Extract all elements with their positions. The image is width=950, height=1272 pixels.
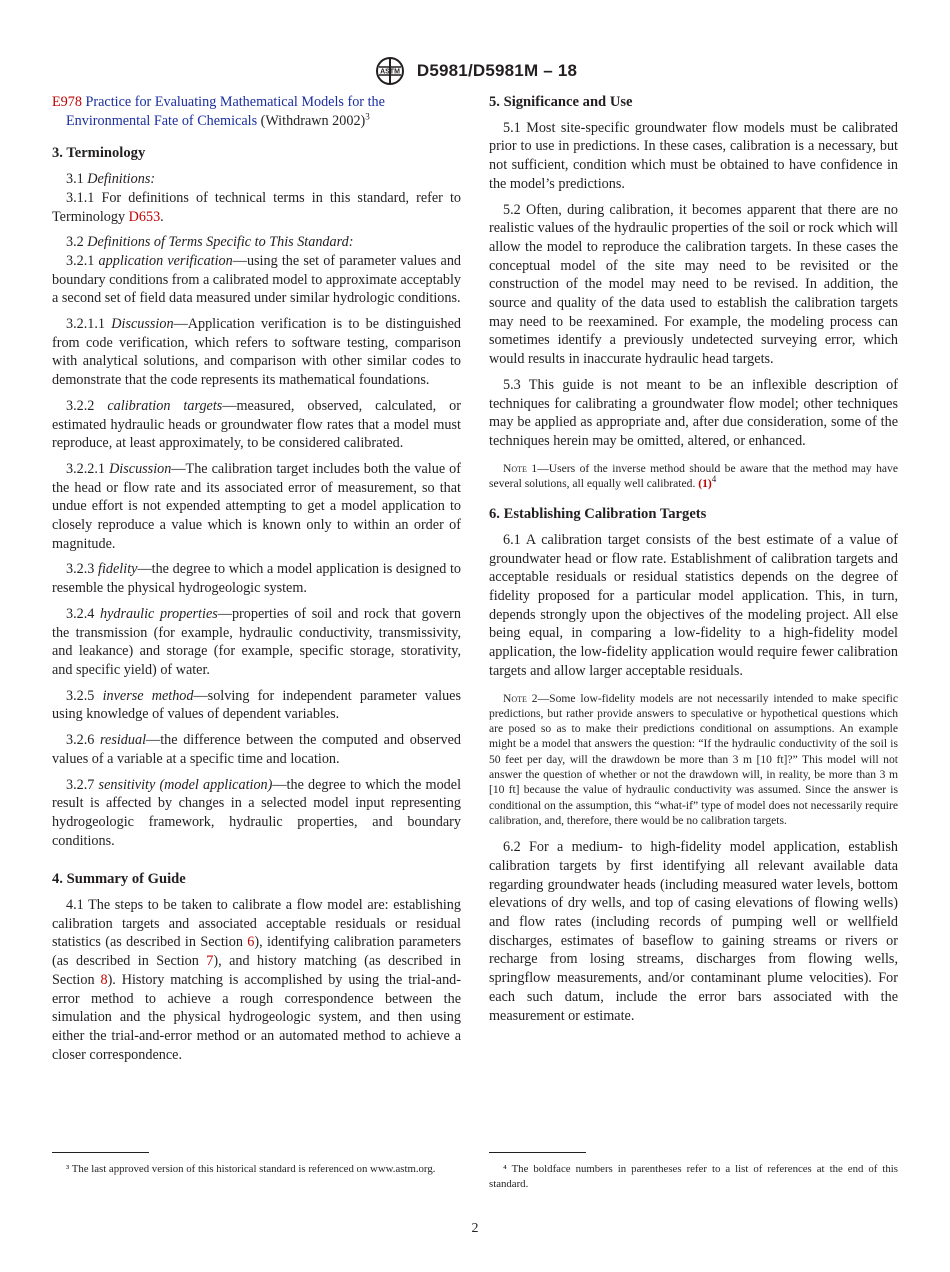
- para-3-2-5: 3.2.5 inverse method—solving for independent parameter values using knowledge of values of dependent variables.: [52, 687, 461, 723]
- link-d653[interactable]: D653: [128, 208, 161, 225]
- link-section-8[interactable]: 8: [100, 971, 108, 988]
- para-6-2: 6.2 For a medium- to high-fidelity model application, establish calibration targets by first identifying all relevant available data regarding groundwater heads (including measured water levels, bottom elevations of dry wells, and top of casing elevations of flowing wells) and flow rates (including records of pumping well or wellfield discharges, estimates of baseflow to gaining streams or rivers or recharge from losing streams, discharges from flowing wells, springflow measurements, and/or contaminant plume velocities). For each such datum, include the error bars associated with the measurement or estimate.: [489, 839, 898, 1024]
- footnote-divider-right: [489, 1152, 586, 1153]
- ref-code-link[interactable]: E978: [52, 94, 82, 110]
- para-3-2-6: 3.2.6 residual—the difference between the computed and observed values of a variable at a specific time and location.: [52, 732, 462, 767]
- para-3-2-4: 3.2.4 hydraulic properties—properties of soil and rock that govern the transmission (for example, hydraulic conductivity, transmissivity, and leakance) and storage (for example, specific storage, storativity, and specific yield) of water.: [52, 605, 461, 678]
- note-2: Note 2—Some low-fidelity models are not necessarily intended to make specific predictions, but rather provide answers to speculative or hypothetical questions which are posed so as to make their predictions conditional on assumptions. An example might be a model that answers the question: “If the hydraulic conductivity of the soil is 50 feet per day, will the drawdown be more than 3 m [10 ft]?” This model will not answer the question of whether or not the drawdown will, in reality, be more than 3 m [10 ft] because the value of hydraulic conductivity was assumed. Since the answer is conditional on the assumption, this “what-if” type of model does not necessarily require calibration, and, therefore, there would be no calibration targets.: [489, 691, 898, 827]
- page-number: 2: [471, 1221, 479, 1236]
- svg-text:ASTM: ASTM: [379, 68, 400, 76]
- para-3-2-1-1: 3.2.1.1 Discussion—Application verification is to be distinguished from code verification, which refers to software testing, comparison with analytical solutions, and comparison with other similar codes to demonstrate that the code represents its mathematical foundations.: [52, 316, 461, 389]
- astm-logo-icon: [373, 56, 407, 86]
- footnote-3: ³ The last approved version of this historical standard is referenced on www.astm.org.: [66, 1163, 436, 1175]
- para-5-3: 5.3 This guide is not meant to be an inflexible description of techniques for calibrating a groundwater flow model; other techniques may be applied as appropriate and, after due consideration, some of the techniques herein may be omitted, altered, or enhanced.: [489, 376, 898, 449]
- footnote-divider-left: [52, 1152, 149, 1153]
- footnote-4: ⁴ The boldface numbers in parentheses refer to a list of references at the end of this standard.: [489, 1163, 898, 1190]
- right-column: [489, 93, 898, 1032]
- note-1: Note 1—Users of the inverse method should be aware that the method may have several solutions, all equally well calibrated. $(1)^4$: [489, 461, 899, 490]
- para-3-2-2-1: 3.2.2.1 Discussion—The calibration target includes both the value of the head or flow rate and its associated error of measurement, so that undue effort is not expended attempting to get a model application to closely reproduce a value which is known only to within an order of magnitude.: [52, 460, 461, 552]
- para-4-1: 4.1 The steps to be taken to calibrate a flow model are: establishing calibration targets and associated acceptable residuals or residual statistics (as described in Section 6), identifying calibration parameters (as described in Section 7), and history matching (as described in Section 8). History matching is accomplished by using the trial-and-error method to achieve a rough correspondence between the simulation and the physical hydrogeologic system, and then using either the trial-and-error method or an automated method to achieve a closer correspondence.: [52, 897, 461, 1063]
- reference-e978: [52, 93, 461, 130]
- para-3-2-3: 3.2.3 fidelity—the degree to which a model application is designed to resemble the physical hydrogeologic system.: [52, 561, 461, 597]
- para-5-1: 5.1 Most site-specific groundwater flow models must be calibrated prior to use in predictions. In these cases, calibration is a necessary, but not sufficient, condition which must be obtained to have confidence in the model’s predictions.: [489, 119, 898, 192]
- link-section-7[interactable]: 7: [206, 953, 214, 970]
- section-3-heading: 3. Terminology: [52, 145, 146, 162]
- ref-status: (Withdrawn 2002): [260, 112, 366, 129]
- reference-link-1[interactable]: (1): [698, 476, 712, 490]
- para-3-1: 3.1 Definitions:: [66, 171, 156, 188]
- para-5-2: 5.2 Often, during calibration, it becomes apparent that there are no realistic values of the hydraulic properties of the soil or rock which will allow the model to reproduce the calibration targets. In these cases the conceptual model of the site may need to be revisited or the construction of the model may need to be revised. In addition, the source and quality of the data used to establish the calibration targets may need to be reexamined. For example, the modeling process can sometimes identify a previously undetected surveying error, which would results in inaccurate hydraulic head targets.: [489, 201, 898, 368]
- footnote-marker-3: 3: [365, 110, 370, 121]
- section-4-heading: 4. Summary of Guide: [52, 871, 186, 888]
- standard-designation: D5981/D5981M – 18: [416, 61, 578, 80]
- para-3-2-2: 3.2.2 calibration targets—measured, observed, calculated, or estimated hydraulic heads or groundwater flow rates that a model must reproduce, at least approximately, to be considered calibrated.: [52, 397, 461, 452]
- para-3-2-7: 3.2.7 sensitivity (model application)—the degree to which the model result is affected by changes in a selected model input representing hydrogeologic framework, hydraulic properties, and boundary conditions.: [52, 776, 462, 849]
- page-header: [0, 56, 950, 86]
- left-column: [52, 93, 461, 1071]
- ref-title-link[interactable]: Practice for Evaluating Mathematical Models for the Environmental Fate of Chemicals: [66, 94, 385, 129]
- para-6-1: 6.1 A calibration target consists of the best estimate of a value of groundwater head or flow rate. Establishment of calibration targets and acceptable residuals or residual statistics depends on the degree of fidelity proposed for a particular model application. This, in turn, depends strongly upon the objectives of the modeling project. All else being equal, in comparing a low-fidelity to a high-fidelity model application, the low-fidelity application would require fewer calibration targets and allow larger acceptable residuals.: [489, 531, 898, 679]
- section-5-heading: 5. Significance and Use: [489, 94, 633, 110]
- para-3-1-1: 3.1.1 For definitions of technical terms in this standard, refer to Terminology D653.: [52, 189, 461, 225]
- para-3-2: 3.2 Definitions of Terms Specific to This Standard:: [66, 234, 354, 251]
- para-3-2-1: 3.2.1 application verification—using the set of parameter values and boundary conditions from a calibrated model to approximate acceptably a second set of field data measured under similar hydrologic conditions.: [52, 252, 462, 307]
- section-6-heading: 6. Establishing Calibration Targets: [489, 506, 707, 523]
- link-section-6[interactable]: 6: [247, 934, 255, 951]
